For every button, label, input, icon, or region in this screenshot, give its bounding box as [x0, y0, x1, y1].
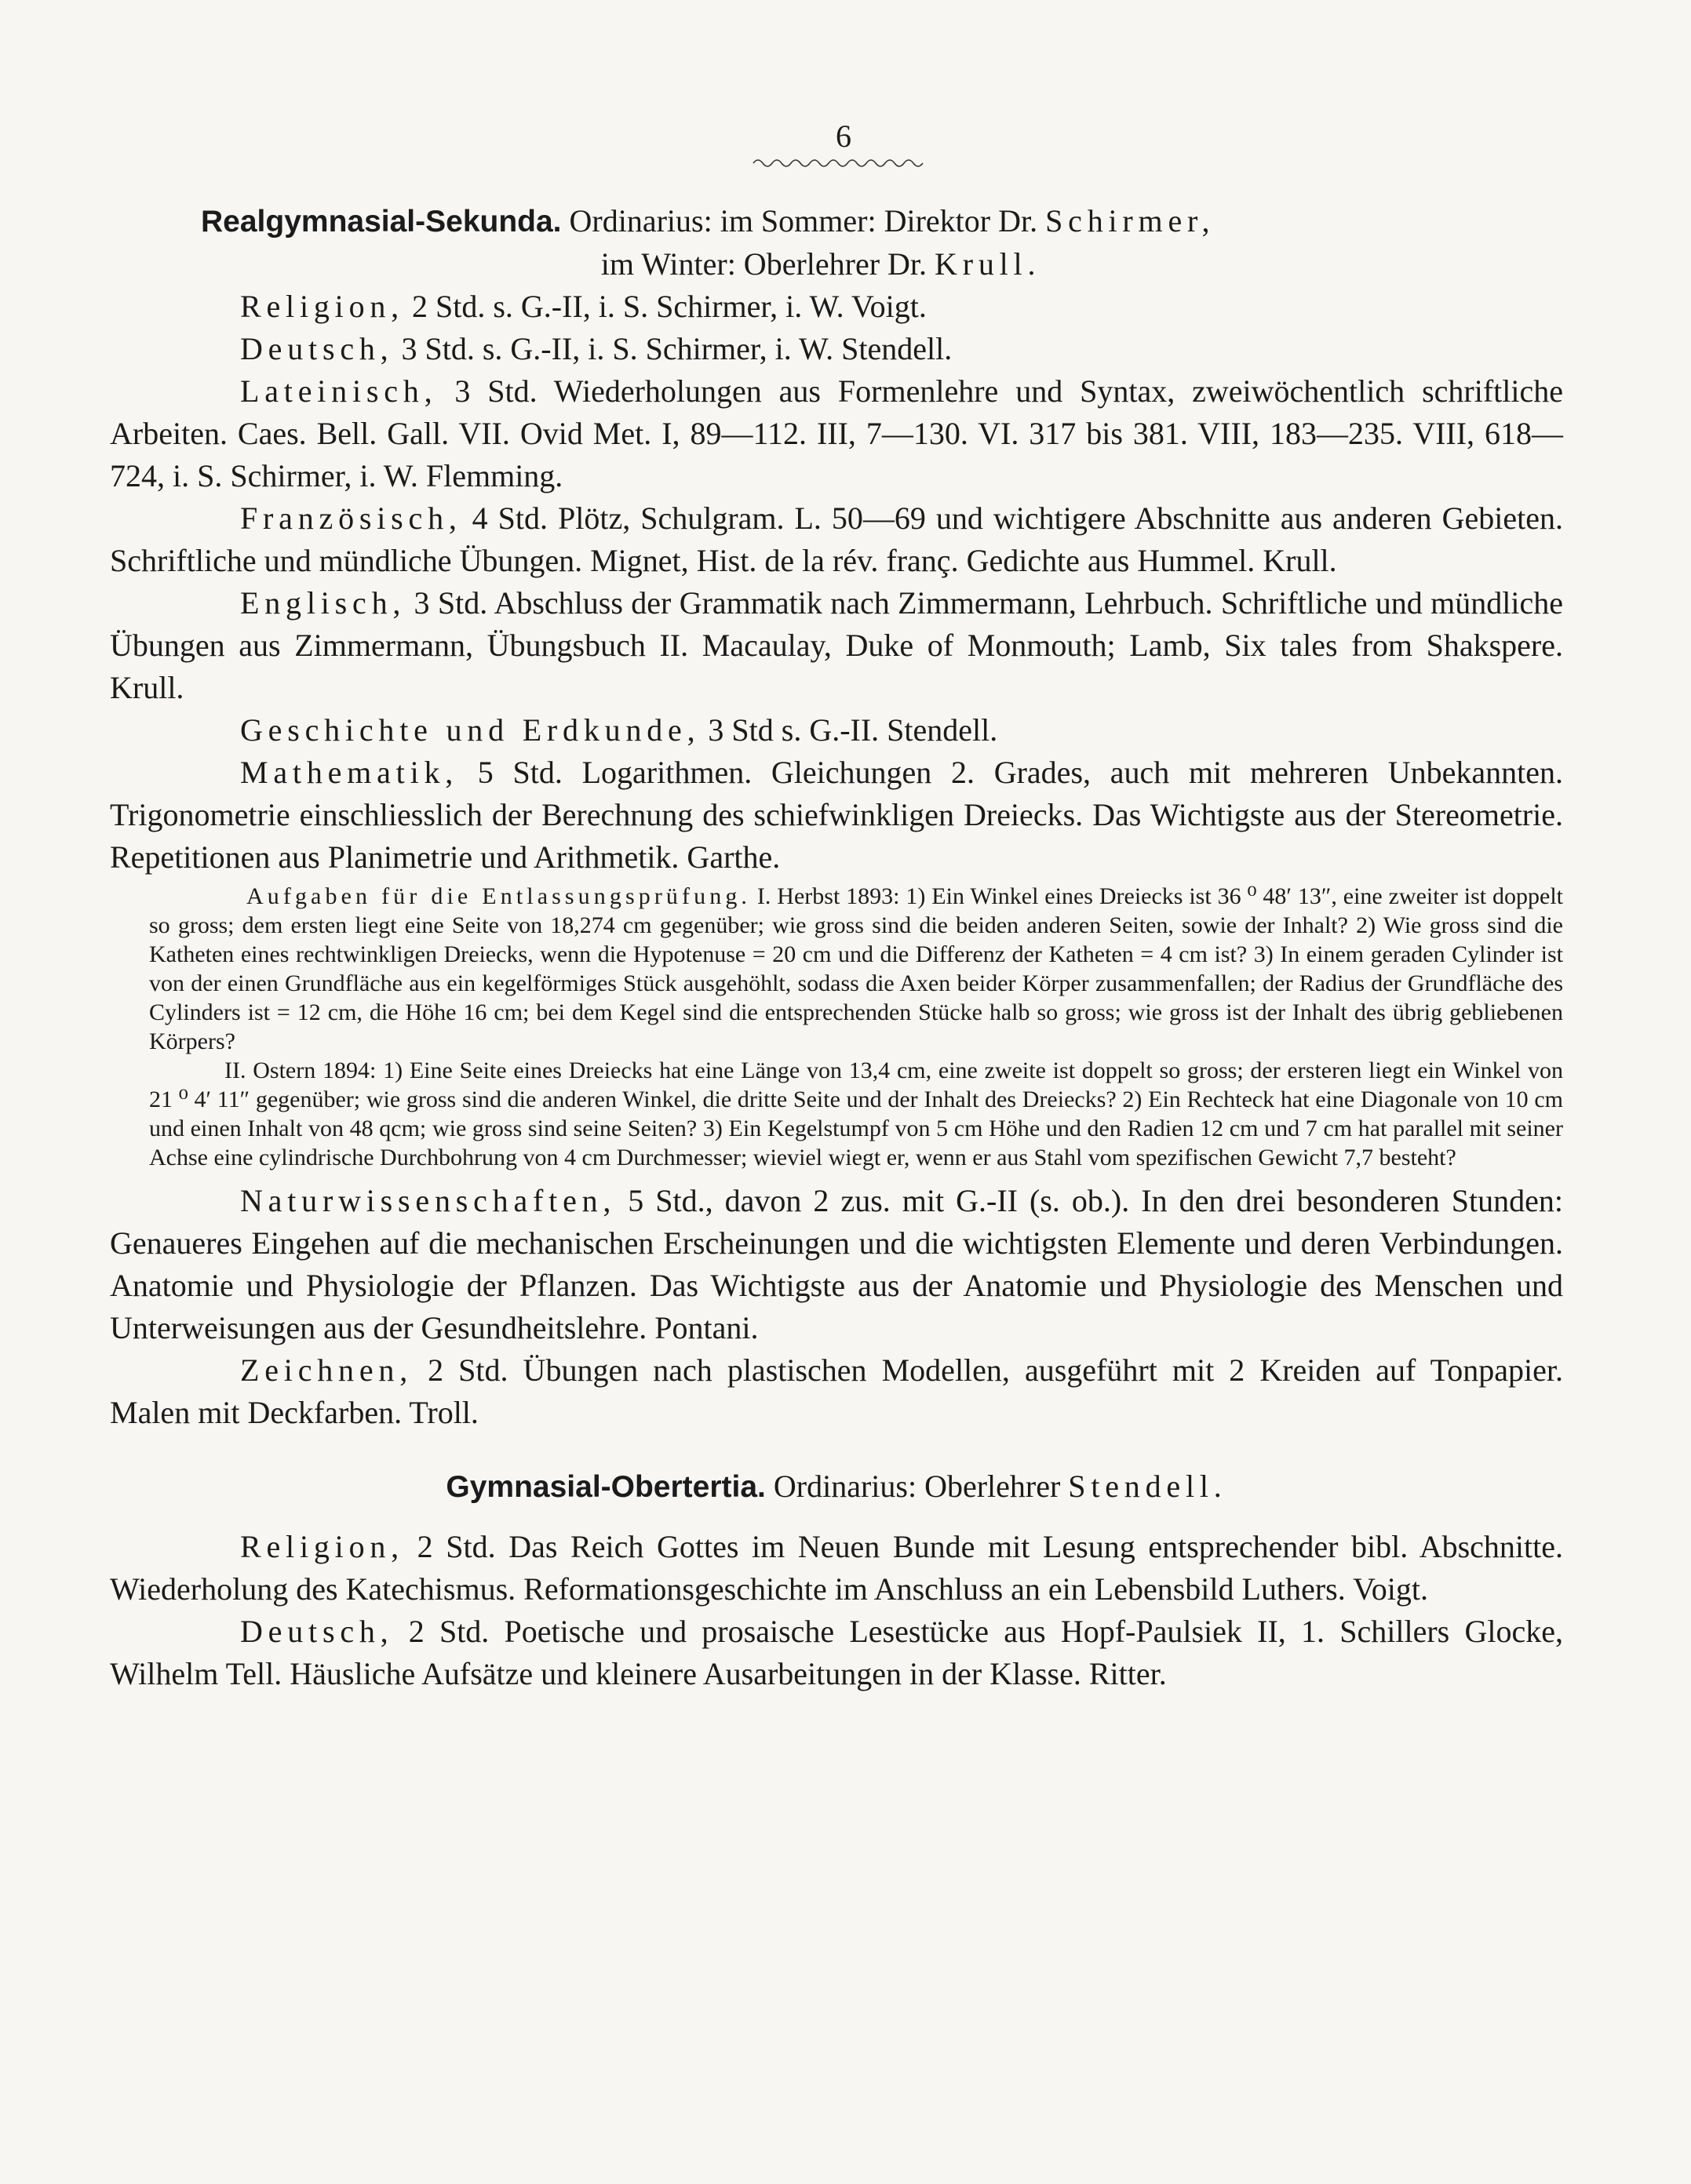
spacer — [110, 1434, 1563, 1465]
subject-name: Religion, — [240, 289, 404, 324]
subject-text: 3 Std. s. G.-II, i. S. Schirmer, i. W. Stendell. — [393, 331, 953, 366]
subject-paragraph — [110, 1526, 1563, 1611]
exam-tasks-autumn — [149, 882, 1563, 1056]
spacer — [110, 1509, 1563, 1526]
section2-header — [110, 1465, 1563, 1509]
section1-header-line2-name: Krull. — [935, 246, 1041, 282]
subject-paragraph — [110, 497, 1563, 582]
subject-paragraph — [110, 1180, 1563, 1349]
subject-text: 2 Std. Das Reich Gottes im Neuen Bunde mit Lesung entsprechender bibl. Abschnitte. Wiederholung des Katechismus. Reformationsgeschichte im Anschluss an ein Lebensbild Luthers. Voigt. — [110, 1529, 1563, 1607]
section1-header-line2 — [110, 243, 1563, 286]
subject-text: 5 Std. Logarithmen. Gleichungen 2. Grades, auch mit mehreren Unbekannten. Trigonometrie einschliesslich der Berechnung des schiefwinkligen Dreiecks. Das Wichtigste aus der Stereometrie. Repetitionen aus Planimetrie und Arithmetik. Garthe. — [110, 755, 1563, 875]
exam-tasks-spring: II. Ostern 1894: 1) Eine Seite eines Dreiecks hat eine Länge von 13,4 cm, eine zweite ist doppelt so gross; der ersteren liegt ein Winkel von 21 ⁰ 4′ 11″ gegenüber; wie gross sind die anderen Winkel, die dritte Seite und der Inhalt des Dreiecks? 2) Ein Rechteck hat eine Diagonale von 10 cm und einen Inhalt von 48 qcm; wie gross sind seine Seiten? 3) Ein Kegelstumpf von 5 cm Höhe und den Radien 12 cm und 7 cm hat parallel mit seiner Achse eine cylindrische Durchbohrung von 4 cm Durchmesser; wieviel wiegt er, wenn er aus Stahl vom spezifischen Gewicht 7,7 besteht? — [149, 1057, 1563, 1170]
subject-paragraph — [110, 286, 1563, 328]
exam-text: I. Herbst 1893: 1) Ein Winkel eines Dreiecks ist 36 ⁰ 48′ 13″, eine zweiter ist doppelt so gross; dem ersten liegt eine Seite von 18,274 cm gegenüber; wie gross sind die beiden anderen Seiten, sowie der Inhalt? 2) Wie gross sind die Katheten eines rechtwinkligen Dreiecks, wenn die Hypotenuse = 20 cm und die Differenz der Katheten = 4 cm ist? 3) In einem geraden Cylinder ist von der einen Grundfläche aus ein kegelförmiges Stück ausgehöhlt, sodass die Axen beider Körper zusammenfallen; der Radius der Grundfläche des Cylinders ist = 12 cm, die Höhe 16 cm; bei dem Kegel sind die entsprechenden Stücke halb so gross; wie gross ist der Inhalt des übrig gebliebenen Körpers? — [149, 883, 1563, 1054]
subject-text: 3 Std. Wiederholungen aus Formenlehre und Syntax, zweiwöchentlich schriftliche Arbeiten. Caes. Bell. Gall. VII. Ovid Met. I, 89—112. III, 7—130. VI. 317 bis 381. VIII, 183—235. VIII, 618—724, i. S. Schirmer, i. W. Flemming. — [110, 373, 1563, 493]
spacer — [110, 1172, 1563, 1180]
subject-name: Englisch, — [240, 585, 406, 621]
subject-text: 5 Std., davon 2 zus. mit G.-II (s. ob.). In den drei besonderen Stunden: Genaueres Eingehen auf die mechanischen Erscheinungen und die wichtigsten Elemente und deren Verbindungen. Anatomie und Physiologie der Pflanzen. Das Wichtigste aus der Anatomie und Physiologie des Menschen und Unterweisungen aus der Gesundheitslehre. Pontani. — [110, 1183, 1563, 1345]
section1-header-name: Schirmer, — [1045, 203, 1215, 238]
subject-text: 2 Std. s. G.-II, i. S. Schirmer, i. W. Voigt. — [403, 289, 927, 324]
subject-name: Geschichte und Erdkunde, — [240, 712, 701, 748]
section1-title: Realgymnasial-Sekunda. — [201, 205, 562, 238]
section2-title: Gymnasial-Obertertia. — [446, 1470, 766, 1504]
subject-name: Deutsch, — [240, 1614, 394, 1649]
section1-header-line2-text: im Winter: Oberlehrer Dr. — [600, 246, 935, 282]
subject-name: Deutsch, — [240, 331, 394, 366]
subject-name: Lateinisch, — [240, 373, 438, 409]
page-content — [110, 200, 1563, 1695]
subject-paragraph — [110, 709, 1563, 752]
subject-text: 2 Std. Übungen nach plastischen Modellen, ausgeführt mit 2 Kreiden auf Tonpapier. Malen mit Deckfarben. Troll. — [110, 1352, 1563, 1430]
subject-name: Naturwissenschaften, — [240, 1183, 617, 1218]
section2-header-name: Stendell. — [1068, 1469, 1227, 1504]
section2-header-rest: Ordinarius: Oberlehrer — [765, 1469, 1069, 1504]
subject-name: Mathematik, — [240, 755, 459, 790]
subject-paragraph — [110, 1611, 1563, 1695]
subject-text: 4 Std. Plötz, Schulgram. L. 50—69 und wichtigere Abschnitte aus anderen Gebieten. Schriftliche und mündliche Übungen. Mignet, Hist. de la rév. franç. Gedichte aus Hummel. Krull. — [110, 500, 1563, 578]
subject-paragraph — [110, 370, 1563, 497]
subject-paragraph — [110, 1349, 1563, 1434]
subject-name: Französisch, — [240, 500, 462, 536]
ornament-divider — [752, 154, 924, 169]
page-number: 6 — [836, 118, 851, 154]
subject-text: 3 Std. Abschluss der Grammatik nach Zimmermann, Lehrbuch. Schriftliche und mündliche Übungen aus Zimmermann, Übungsbuch II. Macaulay, Duke of Monmouth; Lamb, Six tales from Shakspere. Krull. — [110, 585, 1563, 705]
subject-paragraph — [110, 582, 1563, 709]
exam-tasks — [110, 882, 1563, 1172]
exam-label: Aufgaben für die Entlassungsprüfung. — [246, 883, 752, 909]
subject-paragraph — [110, 328, 1563, 370]
section1-header — [110, 200, 1563, 243]
section1-header-rest: Ordinarius: im Sommer: Direktor Dr. — [561, 203, 1046, 238]
subject-name: Religion, — [240, 1529, 404, 1564]
subject-name: Zeichnen, — [240, 1352, 414, 1388]
subject-paragraph — [110, 752, 1563, 879]
subject-text: 2 Std. Poetische und prosaische Lesestücke aus Hopf-Paulsiek II, 1. Schillers Glocke, Wilhelm Tell. Häusliche Aufsätze und kleinere Ausarbeitungen in der Klasse. Ritter. — [110, 1614, 1563, 1691]
subject-text: 3 Std s. G.-II. Stendell. — [700, 712, 998, 748]
